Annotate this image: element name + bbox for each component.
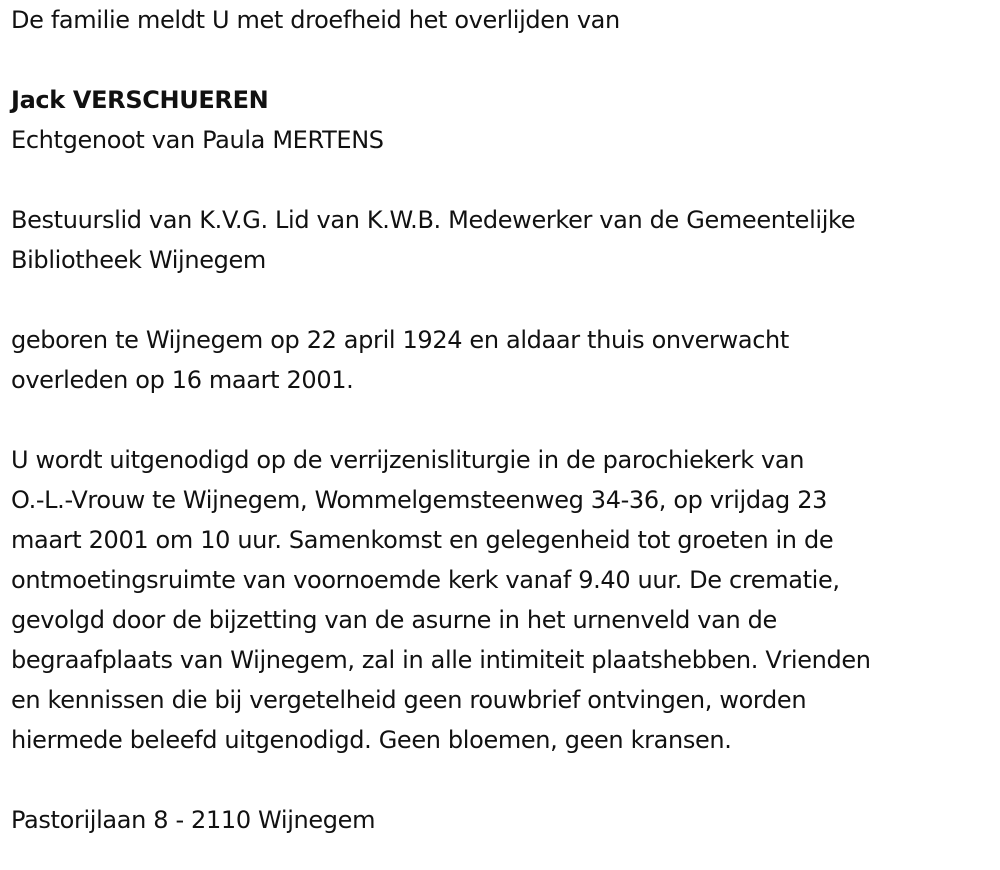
spacer	[11, 280, 996, 320]
paragraph-line: maart 2001 om 10 uur. Samenkomst en gelegenheid tot groeten in de	[11, 526, 834, 554]
deceased-name: Jack VERSCHUEREN	[11, 86, 269, 114]
invitation-paragraph	[11, 440, 996, 760]
address: Pastorijlaan 8 - 2110 Wijnegem	[11, 806, 376, 834]
paragraph-line: begraafplaats van Wijnegem, zal in alle intimiteit plaatshebben. Vrienden	[11, 646, 871, 674]
paragraph-line: overleden op 16 maart 2001.	[11, 366, 354, 394]
paragraph-line: en kennissen die bij vergetelheid geen rouwbrief ontvingen, worden	[11, 686, 807, 714]
paragraph-line: O.-L.-Vrouw te Wijnegem, Wommelgemsteenweg 34-36, op vrijdag 23	[11, 486, 828, 514]
spacer	[11, 160, 996, 200]
spouse-line: Echtgenoot van Paula MERTENS	[11, 126, 384, 154]
paragraph-line: geboren te Wijnegem op 22 april 1924 en aldaar thuis onverwacht	[11, 326, 789, 354]
paragraph-line: Bestuurslid van K.V.G. Lid van K.W.B. Medewerker van de Gemeentelijke	[11, 206, 856, 234]
death-notice	[11, 0, 996, 840]
spacer	[11, 760, 996, 800]
paragraph-line: U wordt uitgenodigd op de verrijzenisliturgie in de parochiekerk van	[11, 446, 805, 474]
paragraph-line: gevolgd door de bijzetting van de asurne in het urnenveld van de	[11, 606, 777, 634]
paragraph-line: Bibliotheek Wijnegem	[11, 246, 266, 274]
paragraph-line: ontmoetingsruimte van voornoemde kerk vanaf 9.40 uur. De crematie,	[11, 566, 840, 594]
roles-paragraph	[11, 200, 996, 280]
spacer	[11, 400, 996, 440]
spacer	[11, 40, 996, 80]
paragraph-line: hiermede beleefd uitgenodigd. Geen bloemen, geen kransen.	[11, 726, 732, 754]
birth-death-paragraph	[11, 320, 996, 400]
intro-text: De familie meldt U met droefheid het overlijden van	[11, 6, 620, 34]
